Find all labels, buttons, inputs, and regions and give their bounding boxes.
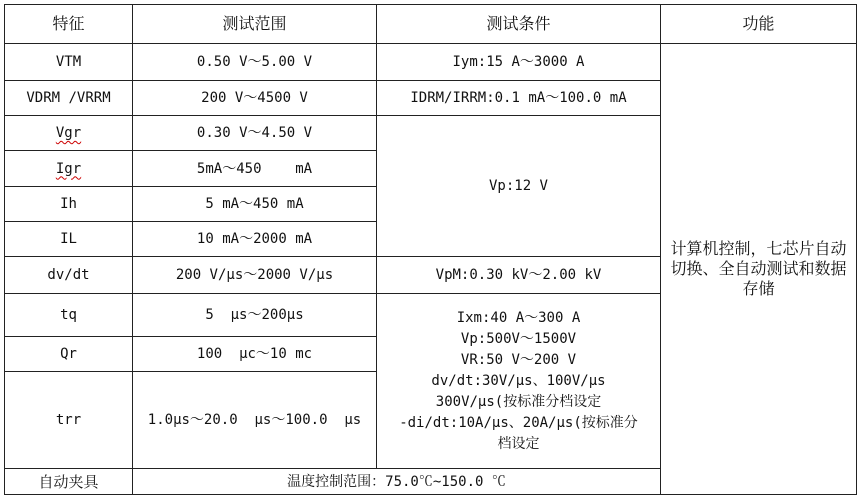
feature-il: IL xyxy=(5,222,133,257)
range-tq: 5 μs～200μs xyxy=(133,294,377,337)
condition-vp: Vp:12 V xyxy=(377,116,661,257)
condition-line: dv/dt:30V/μs、100V/μs xyxy=(431,372,606,389)
feature-qr: Qr xyxy=(5,337,133,372)
condition-vtm: Iym:15 A～3000 A xyxy=(377,44,661,81)
condition-dvdt: VpM:0.30 kV～2.00 kV xyxy=(377,257,661,294)
dynamic-conditions xyxy=(377,294,661,469)
feature-dvdt: dv/dt xyxy=(5,257,133,294)
range-vtm: 0.50 V～5.00 V xyxy=(133,44,377,81)
feature-igt: Igr xyxy=(55,160,82,177)
feature-vdrm: VDRM /VRRM xyxy=(5,81,133,116)
table-row xyxy=(5,44,857,81)
condition-line: VR:50 V～200 V xyxy=(460,351,577,368)
feature-fixture: 自动夹具 xyxy=(5,469,133,495)
range-vgt: 0.30 V～4.50 V xyxy=(133,116,377,151)
range-il: 10 mA～2000 mA xyxy=(133,222,377,257)
condition-line: Vp:500V～1500V xyxy=(460,330,577,347)
range-fixture: 温度控制范围：75.0℃~150.0 ℃ xyxy=(133,469,661,495)
condition-line: 300V/μs(按标准分档设定 xyxy=(435,393,602,410)
range-ih: 5 mA～450 mA xyxy=(133,187,377,222)
function-cell: 计算机控制，七芯片自动切换、全自动测试和数据存储 xyxy=(661,44,857,495)
range-dvdt: 200 V/μs～2000 V/μs xyxy=(133,257,377,294)
range-igt: 5mA～450 mA xyxy=(133,151,377,187)
range-vdrm: 200 V～4500 V xyxy=(133,81,377,116)
header-condition: 测试条件 xyxy=(377,5,661,44)
condition-line: 档设定 xyxy=(497,435,540,452)
feature-vgt: Vgr xyxy=(55,125,82,141)
condition-line: -di/dt:10A/μs、20A/μs(按标准分 xyxy=(399,414,638,431)
feature-vtm: VTM xyxy=(5,44,133,81)
condition-vdrm: IDRM/IRRM:0.1 mA～100.0 mA xyxy=(377,81,661,116)
feature-ih: Ih xyxy=(5,187,133,222)
feature-tq: tq xyxy=(5,294,133,337)
header-range: 测试范围 xyxy=(133,5,377,44)
spec-table xyxy=(4,4,857,495)
header-row xyxy=(5,5,857,44)
range-qr: 100 μc～10 mc xyxy=(133,337,377,372)
header-function: 功能 xyxy=(661,5,857,44)
condition-line: Ixm:40 A～300 A xyxy=(456,309,581,326)
header-feature: 特征 xyxy=(5,5,133,44)
range-trr: 1.0μs～20.0 μs～100.0 μs xyxy=(133,372,377,469)
feature-trr: trr xyxy=(5,372,133,469)
